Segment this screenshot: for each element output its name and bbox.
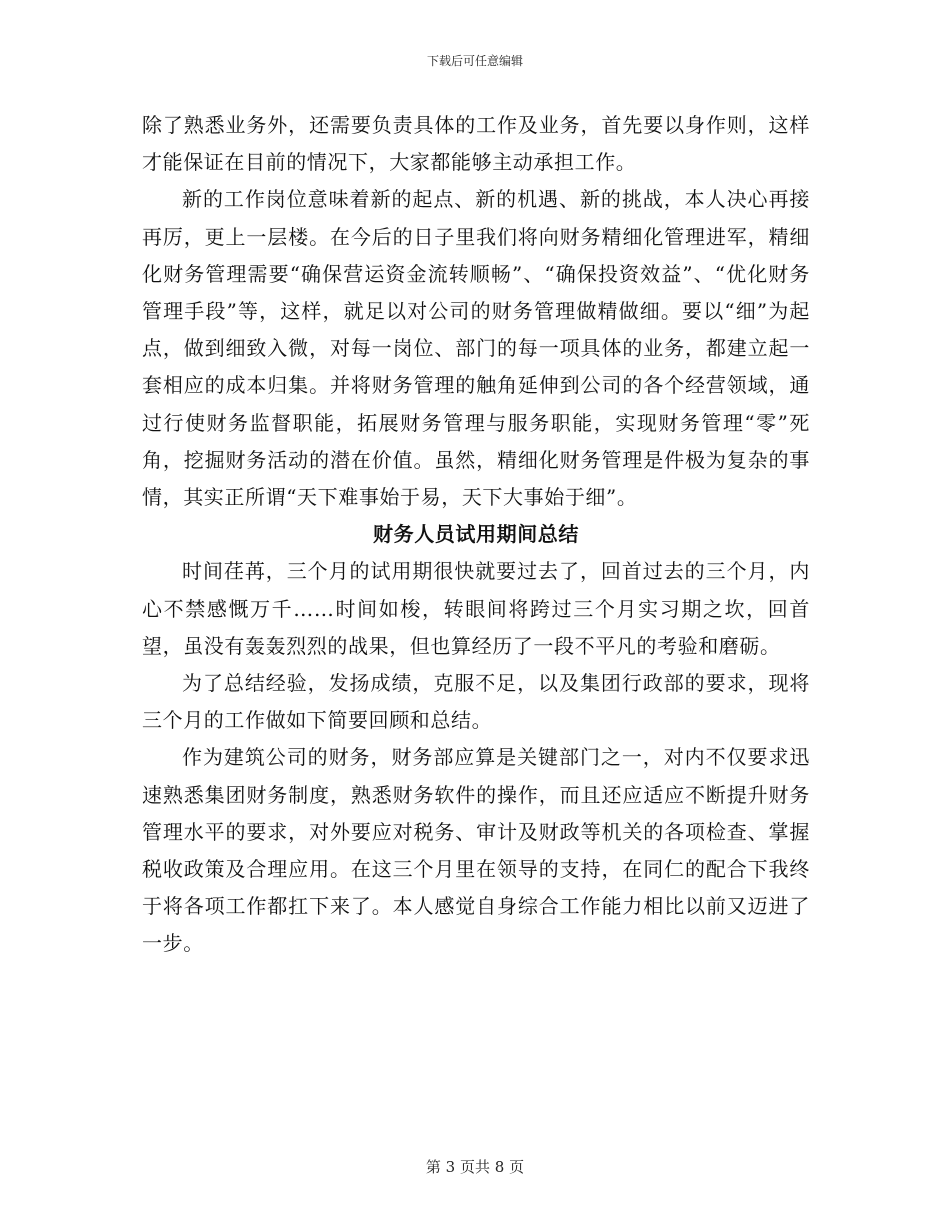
paragraph-continuation: 除了熟悉业务外，还需要负责具体的工作及业务，首先要以身作则，这样才能保证在目前的情况下，大家都能够主动承担工作。 [142,113,810,175]
page-footer: 第 3 页共 8 页 [425,1158,525,1176]
paragraph: 时间荏苒，三个月的试用期很快就要过去了，回首过去的三个月，内心不禁感慨万千……时间如梭，转眼间将跨过三个月实习期之坎，回首望，虽没有轰轰烈烈的战果，但也算经历了一段不平凡的考验和磨砺。 [142,559,810,658]
paragraph: 作为建筑公司的财务，财务部应算是关键部门之一，对内不仅要求迅速熟悉集团财务制度，熟悉财务软件的操作，而且还应适应不断提升财务管理水平的要求，对外要应对税务、审计及财政等机关的各项检查、掌握税收政策及合理应用。在这三个月里在领导的支持，在同仁的配合下我终于将各项工作都扛下来了。本人感觉自身综合工作能力相比以前又迈进了一步。 [142,745,810,956]
paragraph: 新的工作岗位意味着新的起点、新的机遇、新的挑战，本人决心再接再厉，更上一层楼。在今后的日子里我们将向财务精细化管理进军，精细化财务管理需要“确保营运资金流转顺畅”、“确保投资效益”、“优化财务管理手段”等，这样，就足以对公司的财务管理做精做细。要以“细”为起点，做到细致入微，对每一岗位、部门的每一项具体的业务，都建立起一套相应的成本归集。并将财务管理的触角延伸到公司的各个经营领域，通过行使财务监督职能，拓展财务管理与服务职能，实现财务管理“零”死角，挖掘财务活动的潜在价值。虽然，精细化财务管理是件极为复杂的事情，其实正所谓“天下难事始于易，天下大事始于细”。 [142,187,810,510]
document-body [142,107,810,963]
paragraph: 为了总结经验，发扬成绩，克服不足，以及集团行政部的要求，现将三个月的工作做如下简要回顾和总结。 [142,671,810,733]
section-title: 财务人员试用期间总结 [373,522,579,547]
page-header: 下载后可任意编辑 [426,54,523,68]
